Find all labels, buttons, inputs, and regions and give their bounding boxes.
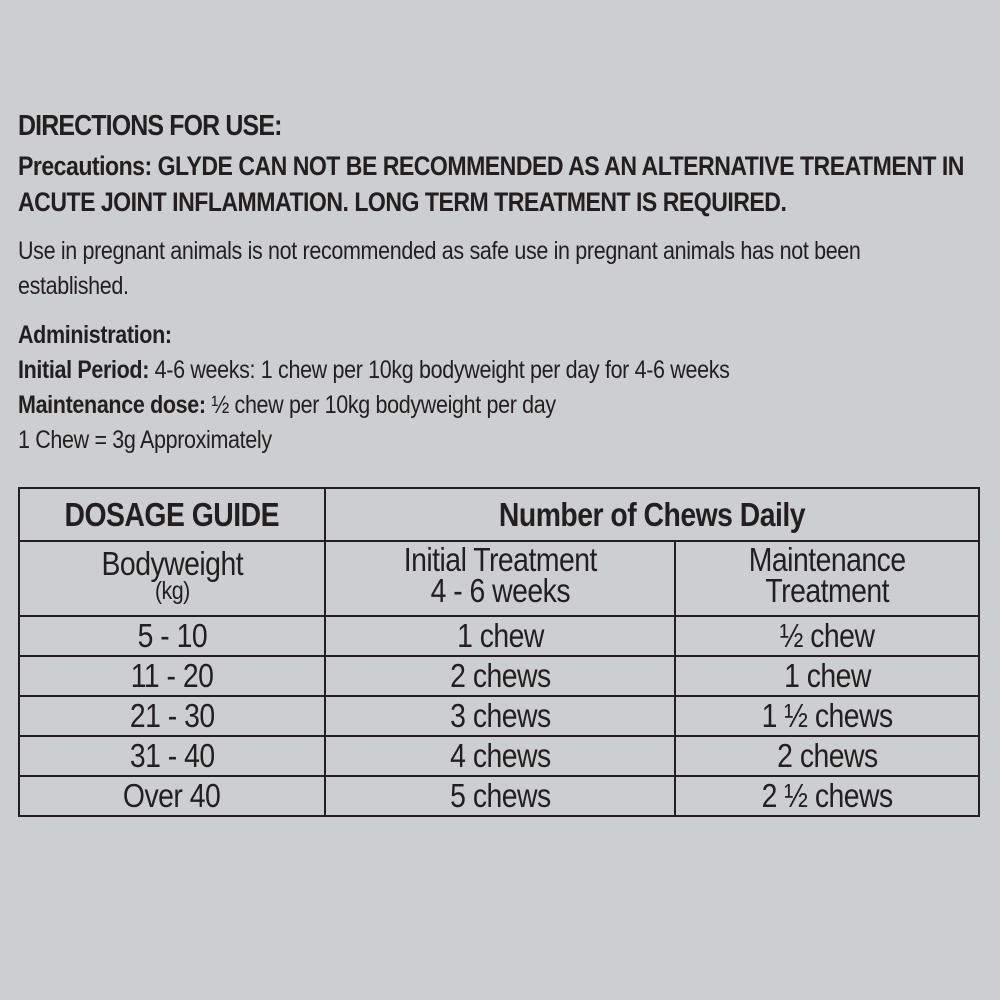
weight-cell: 5 - 10 [19,616,325,656]
administration-title: Administration: [18,321,172,349]
initial-period-text: 4-6 weeks: 1 chew per 10kg bodyweight per day for 4-6 weeks [149,356,730,384]
table-row [19,696,979,736]
initial-cell: 2 chews [325,656,675,696]
weight-cell: 31 - 40 [19,736,325,776]
maintenance-cell: 2 chews [675,736,979,776]
table-row [19,656,979,696]
maintenance-cell: ½ chew [675,616,979,656]
maintenance-dose-label: Maintenance dose: [18,391,206,419]
initial-cell: 4 chews [325,736,675,776]
dosage-guide-table [18,487,980,817]
initial-period-line [18,353,730,388]
maintenance-cell: 2 ½ chews [675,776,979,816]
weight-cell: Over 40 [19,776,325,816]
chew-weight-note: 1 Chew = 3g Approximately [18,426,272,454]
dosage-guide-header: DOSAGE GUIDE [19,488,325,541]
administration-section [18,318,730,458]
initial-cell: 5 chews [325,776,675,816]
maintenance-cell: 1 chew [675,656,979,696]
initial-cell: 1 chew [325,616,675,656]
maintenance-dose-line [18,388,730,423]
pregnancy-warning: Use in pregnant animals is not recommended as safe use in pregnant animals has not been established. [18,237,861,300]
initial-period-label: Initial Period: [18,356,150,384]
directions-heading: DIRECTIONS FOR USE: [18,110,282,142]
maintenance-treatment-column-header: Maintenance Treatment [675,541,979,616]
table-row [19,776,979,816]
maintenance-dose-text: ½ chew per 10kg bodyweight per day [205,391,556,419]
weight-cell: 21 - 30 [19,696,325,736]
bodyweight-column-header: Bodyweight (kg) [19,541,325,616]
precautions-text: Precautions: GLYDE CAN NOT BE RECOMMENDED AS AN ALTERNATIVE TREATMENT IN ACUTE JOINT INFLAMMATION. LONG TERM TREATMENT IS REQUIRED. [18,151,964,217]
table-header-row [19,488,979,541]
maintenance-cell: 1 ½ chews [675,696,979,736]
initial-cell: 3 chews [325,696,675,736]
table-row [19,736,979,776]
weight-cell: 11 - 20 [19,656,325,696]
table-row [19,616,979,656]
chews-daily-header: Number of Chews Daily [325,488,979,541]
table-subheader-row [19,541,979,616]
initial-treatment-column-header: Initial Treatment 4 - 6 weeks [325,541,675,616]
